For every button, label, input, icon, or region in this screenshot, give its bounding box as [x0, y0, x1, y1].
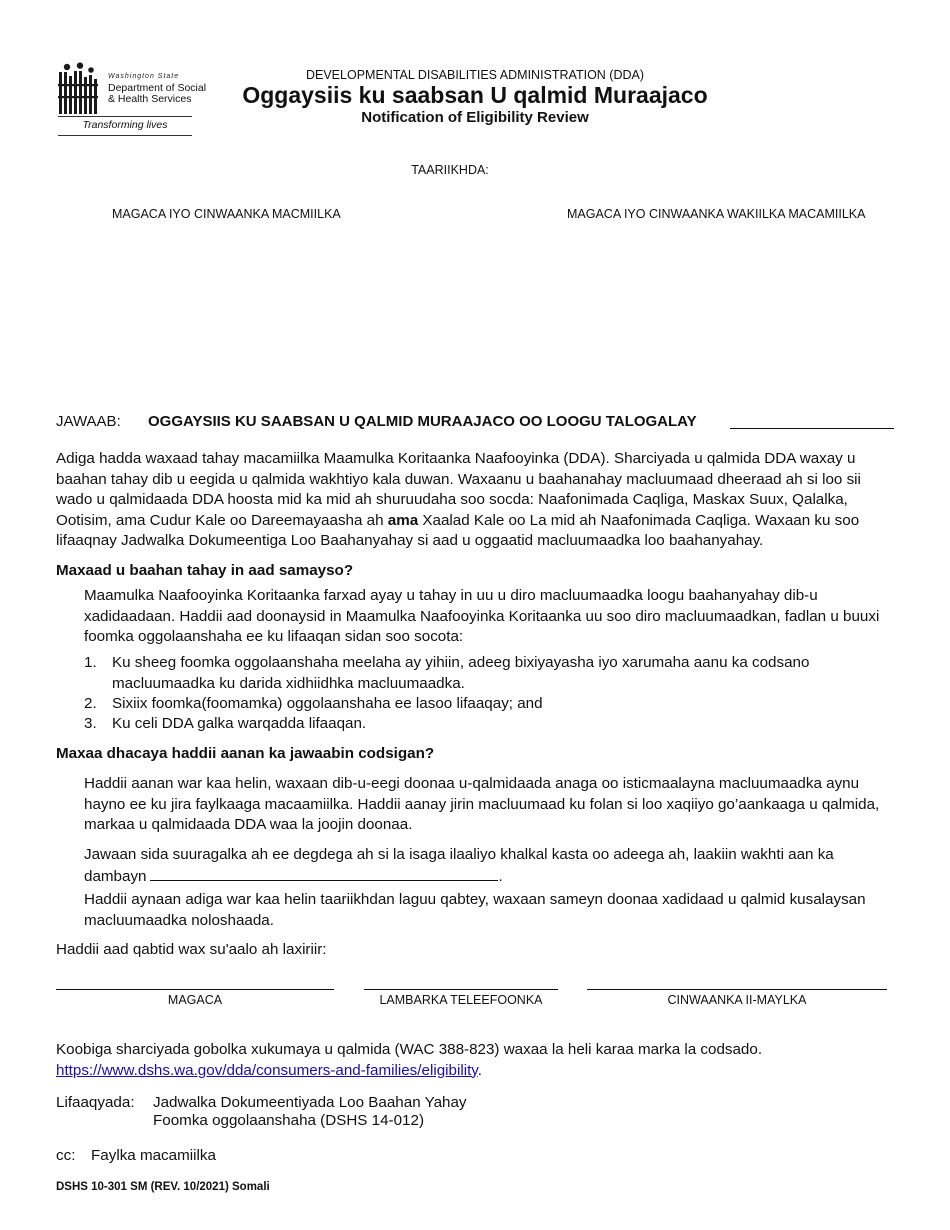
- termination-paragraph: Haddii aynaan adiga war kaa helin taariikhdan laguu qabtey, waxaan sameyn doonaa xadidaad u qalmid kusalaysan macluumaadka noloshaada.: [84, 891, 866, 929]
- rules-paragraph: Koobiga sharciyada gobolka xukumaya u qalmida (WAC 388-823) waxaa la heli karaa marka la codsado. https://www.dshs.wa.gov/dda/consumers-and-families/eligibility.: [56, 1041, 763, 1079]
- intro-paragraph: Adiga hadda waxaad tahay macamiilka Maamulka Koritaanka Naafooyinka (DDA). Sharciyada u qalmida DDA waxay u baahan tahay dib u eegida u qalmida wakhtiyo kala duwan. Waxaanu u baahanahay macluumaad dheeraad ah si loo sii wado u qalmidaada DDA hoosta mid ka mid ah shuruudaha soo socda: Naafonimada Caqliga, Maskax Suux, Qalalka, Ootisim, ama Cudur Kale oo Dareemayaasha ah ama Xaalad Kale oo La mid ah Naafonimada Caqliga. Waxaan ku soo lifaaqnay Jadwalka Dokumeentiga Loo Baahanyahay si aad u oggaatid macluumaadka loo baahanyahay.: [56, 450, 861, 550]
- dshs-logo: [58, 58, 207, 138]
- enclosure-item: Foomka oggolaanshaha (DSHS 14-012): [153, 1112, 425, 1129]
- subject-label: JAWAAB:: [56, 413, 121, 430]
- cc-label: cc:: [56, 1147, 76, 1164]
- eligibility-link[interactable]: https://www.dshs.wa.gov/dda/consumers-and-families/eligibility: [56, 1061, 478, 1079]
- questions-line: Haddii aad qabtid wax su'aalo ah laxiriir:: [56, 941, 327, 958]
- contact-email-label: CINWAANKA II-MAYLKA: [667, 993, 807, 1007]
- representative-address-label: MAGACA IYO CINWAANKA WAKIILKA MACAMIILKA: [567, 207, 866, 221]
- people-figures-icon: [58, 62, 98, 116]
- logo-tagline: Transforming lives: [82, 119, 168, 131]
- subject-date-line: [730, 428, 894, 429]
- page-title: Oggaysiis ku saabsan U qalmid Muraajaco: [242, 82, 708, 108]
- contact-name-line: [56, 989, 334, 990]
- section-heading-no-response: Maxaa dhacaya haddii aanan ka jawaabin codsigan?: [56, 745, 435, 762]
- cc-value: Faylka macamiilka: [91, 1147, 216, 1164]
- list-item: 3. Ku celi DDA galka warqadda lifaaqan.: [84, 715, 367, 732]
- list-item: 1. Ku sheeg foomka oggolaanshaha meelaha ay yihiin, adeeg bixiyayasha iyo xarumaha aanu ka codsano macluumaadka ku darida xidhiidhka macluumaadka.: [84, 654, 810, 692]
- deadline-date-line: [150, 866, 498, 881]
- client-address-label: MAGACA IYO CINWAANKA MACMIILKA: [112, 207, 341, 221]
- page-subtitle: Notification of Eligibility Review: [361, 109, 589, 126]
- section1-body: Maamulka Naafooyinka Koritaanka farxad ayay u tahay in uu u diro macluumaadka loogu baahanyahay dib-u xadidaadaan. Haddii aad doonaysid in Maamulka Naafooyinka Koritaanka uu soo diro macluumaadkan, fadlan u buuxi foomka oggolaanshaha ee ku lifaaqan sidan soo socota:: [84, 587, 880, 646]
- subject-text: OGGAYSIIS KU SAABSAN U QALMID MURAAJACO OO LOOGU TALOGALAY: [148, 413, 697, 430]
- enclosures-label: Lifaaqyada:: [56, 1094, 135, 1111]
- logo-state-text: Washington State: [108, 73, 180, 80]
- contact-name-label: MAGACA: [167, 993, 223, 1007]
- contact-phone-line: [364, 989, 558, 990]
- contact-email-line: [587, 989, 887, 990]
- agency-name: DEVELOPMENTAL DISABILITIES ADMINISTRATION (DDA): [305, 68, 645, 82]
- logo-divider-bottom: [58, 135, 192, 136]
- contact-phone-label: LAMBARKA TELEEFOONKA: [379, 993, 543, 1007]
- enclosures-list: [153, 1094, 467, 1130]
- list-item: 2. Sixiix foomka(foomamka) oggolaanshaha ee lasoo lifaaqay; and: [84, 695, 543, 712]
- deadline-paragraph: Jawaan sida suuragalka ah ee degdega ah si la isaga ilaaliyo khalkal kasta oo adeega ah, laakiin wakhti aan ka dambayn .: [84, 846, 834, 885]
- date-label: TAARIIKHDA:: [411, 163, 489, 177]
- section-heading-what-to-do: Maxaad u baahan tahay in aad samayso?: [56, 562, 354, 579]
- section2-body: Haddii aanan war kaa helin, waxaan dib-u-eegi doonaa u-qalmidaada anaga oo isticmaalayna macluumaadka aynu hayno ee ku jira faylkaaga macaamiilka. Haddii aanay jirin macluumaad ku folan si loo xaqiiyo go’aankaaga u qalmida, markaa u qalmidaada DDA waa la joojin doonaa.: [84, 775, 880, 834]
- form-number-footer: DSHS 10-301 SM (REV. 10/2021) Somali: [56, 1181, 270, 1193]
- logo-department-text: Department of Social & Health Services: [108, 82, 207, 105]
- enclosure-item: Jadwalka Dokumeentiyada Loo Baahan Yahay: [153, 1094, 467, 1111]
- logo-divider: [58, 116, 192, 117]
